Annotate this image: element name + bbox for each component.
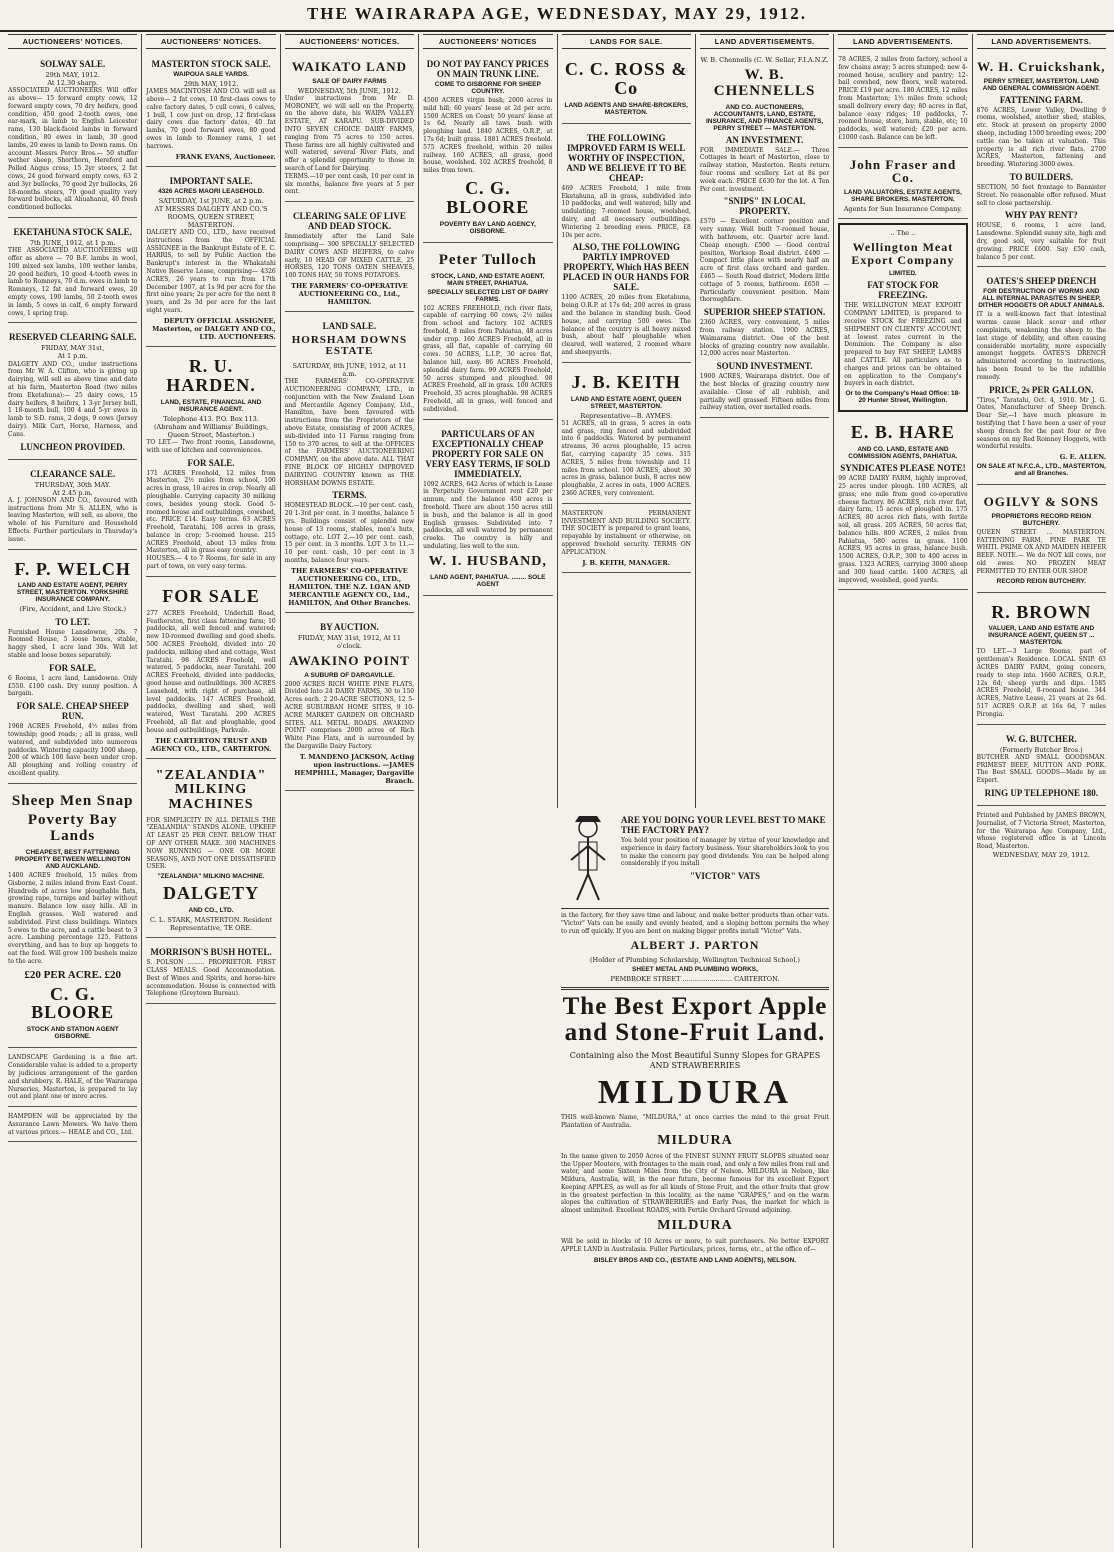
column-header: AUCTIONEERS' NOTICES — [423, 34, 552, 49]
ad-date: SATURDAY, 1st JUNE, at 2 p.m. — [158, 196, 264, 205]
farms-list-ad — [838, 53, 967, 148]
mildura-spread-ad — [557, 808, 833, 1548]
ad-agent-sub: STOCK AND STATION AGENT GISBORNE. — [26, 1026, 119, 1041]
ad-subheading: "ZEALANDIA" MILKING MACHINE. — [157, 873, 265, 881]
ad-note: LUNCHEON PROVIDED. — [20, 441, 125, 452]
gisborne-ad — [423, 53, 552, 243]
ad-title: CLEARING SALE OF LIVE AND DEAD STOCK. — [292, 211, 406, 232]
ad-sign: FRANK EVANS, Auctioneer. — [175, 152, 276, 161]
ad-body: 78 ACRES, 2 miles from factory, school a few chains away; 5 acres stumped; new 4-roomed house, scullery and pantry; 12-bail cowshed, new floors, well watered. PRICE £19 per acre. 180 ACRES, 12 miles from Masterton; 1½ miles from school; small delivery every day; 80 acres in flat, balance easy ridges; 10 paddocks, 7-roomed house, store, barn, stable, etc; 10 paddocks, well watered; £20 per acre. £1000 cash. Balance can be left. — [838, 56, 968, 141]
ad-date: SATURDAY, 8th JUNE, 1912, at 11 a.m. — [292, 362, 407, 379]
ad-body: MASTERTON PERMANENT INVESTMENT AND BUILDING SOCIETY. THE SOCIETY is prepared to grant loans, repayable by instalment or otherwise, on approved freehold security. TERMS ON APPLICATION. — [561, 509, 691, 556]
awakino-point-ad — [285, 616, 414, 791]
ad-record: RECORD REIGN BUTCHERY. — [996, 577, 1086, 585]
ad-body: DALGETY AND CO., LTD., have received instructions from the OFFICIAL ASSIGNEE in the Bankrupt Estate of E. C. HARRIS, to sell by Public Auction the Bankrupt's interest in the Whakatahi Native Reserve Lease, comprising— 4326 ACRES, 26 years to run from 17th December 1907, at 1s 9d per acre for the first nine years; 2s per acre for the next 8 years, and 2s 3d per acre for the last eight years. — [146, 229, 276, 314]
mildura-subtitle-2: MILDURA — [657, 1218, 733, 1234]
ad-subheading: LAND, ESTATE, FINANCIAL AND INSURANCE AGENT. — [160, 398, 262, 413]
hare-agent-ad — [838, 416, 967, 590]
ad-title: LAND SALE. — [322, 320, 377, 331]
ad-subheading: SALE OF DAIRY FARMS — [312, 77, 387, 85]
ad-body: HAMPDEN will be appreciated by the Assurance Lawn Mowers. We have them at various prices.— HEALE and CO., Ltd. — [8, 1113, 138, 1136]
maori-leasehold-ad — [146, 170, 275, 347]
chennells-ad — [700, 53, 829, 418]
ad-heading-2: Poverty Bay Lands — [27, 812, 118, 845]
ad-heading: W. B. CHENNELLS — [713, 67, 816, 99]
hotel-ad — [146, 941, 275, 1004]
ad-body: Furnished House Lansdowne, 20s. 7 Roomed House, 5 loose boxes, stable, haggy shed, 1 acre land 30s. Will let stable and loose boxes separately. — [8, 628, 138, 659]
ad-subheading: LAND VALUATORS, ESTATE AGENTS, SHARE BROKERS. MASTERTON. — [843, 189, 962, 204]
vats-name: "VICTOR" VATS — [689, 871, 761, 882]
brown-agent-ad — [977, 596, 1106, 725]
imprint-date: WEDNESDAY, MAY 29, 1912. — [992, 850, 1090, 859]
ad-body: THE FARMERS' CO-OPERATIVE AUCTIONEERING COMPANY, LTD., in conjunction with the New Zealand Loan and Mercantile Agency Company, Ltd., Hamilton, have been favoured with instructions from the Proprietors of the above Estate, consisting of 2000 ACRES, sub-divided into 11 Farms ranging from 150 to 370 acres, to sell at the OFFICES of the FARMERS' AUCTIONEERING COMPANY, on the above date. ALL THAT FINE BLOCK OF HIGHLY IMPROVED DAIRYING COUNTRY known as THE HORSHAM DOWNS ESTATE. — [284, 378, 415, 487]
carterton-for-sale-ad — [146, 580, 275, 759]
ad-body-3: HOUSE, 6 rooms, 1 acre land, Lansdowne. Splendid sunny site, high and dry, good soil, very suitable for fruit growing. PRICE £600. Say £50 cash, balance 5 per cent. — [976, 222, 1106, 261]
ad-subheading: AND CO. LAND, ESTATE AND COMMISSION AGENTS, PAHIATUA. — [848, 446, 958, 461]
ad-date: FRIDAY, MAY 31st, 1912, At 11 o'clock. — [297, 633, 402, 650]
building-society-ad — [562, 507, 691, 573]
ad-builders: TO BUILDERS. — [1009, 172, 1073, 183]
ad-time: At 12.30 sharp. — [47, 79, 99, 88]
harden-agent-ad — [146, 350, 275, 577]
ad-title: IMPORTANT SALE. — [169, 175, 253, 186]
ad-title: RESERVED CLEARING SALE. — [8, 332, 137, 343]
ad-body: 2000 ACRES RICH WHITE PINE FLATS, Divided Into 24 DAIRY FARMS, 30 to 150 Acres each. 2 20-ACRE SECTIONS, 12 5-ACRE SUBURBAN HOME SITES, 9 10-ACRE MARKET GARDEN OR ORCHARD SITES. ALL METAL ROADS. AWAKINO POINT comprises 2000 acres of Rich White Pine Flats, and is surrounded by the Dargaville Dairy Factory. — [284, 680, 415, 751]
ad-agent-name: C. G. BLOORE — [31, 983, 115, 1023]
ad-subheading: LAND AND ESTATE AGENT, QUEEN STREET, MASTERTON. — [570, 395, 682, 410]
masterton-stock-sale-ad — [146, 53, 275, 167]
ad-body: BUTCHER AND SMALL GOODSMAN. PRIMEST BEEF, MUTTON AND PORK. The Best SMALL GOODS—Made by an Expert. — [976, 753, 1106, 785]
ad-for-sale-2: FOR SALE. CHEAP SHEEP RUN. — [16, 701, 129, 722]
landscape-ad — [8, 1051, 137, 1107]
ad-body-2: 1100 ACRES, 20 miles from Eketahuna, being O.R.P. at 17s 6d; 200 acres in grass and the balance in standing bush. Good house, and carrying 500 ewes. The balance of the country is all heavy mixed bush, about half ploughable when cleared, well watered, 2 roomed whare and sheepyards. — [561, 294, 691, 356]
ad-title: CLEARANCE SALE. — [30, 468, 116, 479]
tulloch-ad — [423, 246, 552, 420]
ad-subheading-2: (Fire, Accident, and Live Stock.) — [19, 605, 126, 614]
ad-heading: E. B. HARE — [850, 422, 955, 443]
ad-body: TO LET.—3 Large Rooms, part of gentleman's Residence. LOCAL SNIP. 63 ACRES DAIRY FARM, going concern, ready to step into. 1660 ACRES, O.R.P., 12s 6d; sheep yards and dips. 1585 ACRES Freehold, 8-roomed house. 344 ACRES, Native Lease, 21 years at 2s 6d. 517 ACRES O.R.P. at 16s 6d, 7 miles Pirongia. — [976, 648, 1106, 718]
ad-subheading: PROPRIETORS RECORD REIGN BUTCHERY. — [991, 512, 1092, 527]
ad-heading: WAIKATO LAND — [291, 59, 408, 74]
ad-agent-sub: POVERTY BAY LAND AGENCY, GISBORNE. — [439, 220, 536, 235]
horsham-downs-ad — [285, 315, 414, 613]
ad-body: 99 ACRE DAIRY FARM, highly improved, 25 acres under plough. 100 ACRES, all grass; one mile from good co-operative cheese factory. 86 ACRES, rich river flat, dairy farm, 15 acres of ploughed in. 175 ACRES, 80 acres rich flats, with fertile soil, all grass. 205 ACRES, 50 acres flat, balance hills. 800 ACRES, 2 miles from Pahiatua, 580 acres in grass. 1100 ACRES, 95 acres in grass, balance bush. 1500 ACRES, O.R.P., 300 to 400 acres in grass. 1323 ACRES, carrying 3000 sheep and 300 head cattle. 1400 ACRES, all improved, woolshed, good yards. — [838, 475, 968, 584]
column-2 — [142, 34, 280, 1548]
ad-sale: ON SALE AT N.F.C.A., LTD., MASTERTON, and all Branches. — [976, 463, 1106, 478]
masthead-title: THE WAIRARAPA AGE, WEDNESDAY, MAY 29, 1912. — [0, 0, 1114, 32]
ad-title-4: SOUND INVESTMENT. — [716, 361, 813, 372]
meat-export-ad — [838, 223, 967, 412]
ad-to-let: TO LET.— Two front rooms, Lansdowne, with use of kitchen and conveniences. — [146, 438, 276, 454]
ad-title: W. G. BUTCHER. — [1005, 733, 1077, 744]
ad-to-let: TO LET. — [55, 616, 91, 627]
ad-body: 469 ACRES Freehold, 1 mile from Eketahuna, all in grass, subdivided into 10 paddocks, and well watered; hilly and undulating; 7-roomed house, woolshed, dairy, and all necessary outbuildings. Wintering 2 breeding ewes. PRICE, £8 10s per acre. — [561, 184, 691, 239]
ad-fattening: FATTENING FARM. — [999, 94, 1083, 105]
ad-subheading: LAND AGENTS AND SHARE-BROKERS, MASTERTON. — [564, 101, 688, 116]
ad-heading: C. C. ROSS & Co — [564, 59, 688, 98]
ad-title: THE FOLLOWING IMPROVED FARM IS WELL WORTHY OF INSPECTION, AND WE BELIEVE IT TO BE CHEAP: — [566, 132, 686, 183]
column-8 — [973, 34, 1110, 1548]
ad-body: DALGETY AND CO., under instructions from Mr W. A. Clifton, who is giving up dairying, will sell as above time and date at his farm, Masterton Road (two miles from Eketahuna):— 25 dairy cows, 15 dairy heifers, 8 heifers, 1 3-yr Jersey bull, 1 18-month bull, 100 4 and 5-yr ewes in lamb to S.D. rams, 2 dogs, 9 cows (Jersey dairy). Milk Cart, Horse, Harness, and Cans. — [8, 360, 138, 438]
imprint-text: Printed and Published by JAMES BROWN, Journalist, of 7 Victoria Street, Masterton, for the Wairarapa Age Company, Ltd., whose registered office is at Lincoln Road, Masterton. — [976, 811, 1106, 851]
ad-agent-sub: LAND AGENT, PAHIATUA. ........ SOLE AGENT — [430, 573, 546, 588]
ad-heading: R. U. HARDEN. — [166, 355, 256, 395]
ad-sign: G. E. ALLEN. — [1059, 453, 1106, 462]
ad-body: 1400 ACRES freehold, 15 miles from Gisborne, 2 miles inland from East Coast. Hundreds of acres low ploughable flats, growing rape, turnips and barley without manure. Balance low easy hills. All in English grasses. Well watered and subdivided. First class buildings. Winters 5 ewes to the acre, and a cattle beast to 3 acre. Lambing percentage 125. Fattens everything, and has to buy up hoggets to eat the feed. Will grow 100 bushels maize to the acre. — [8, 871, 138, 965]
ad-heading: F. P. WELCH — [14, 558, 131, 579]
ad-body: LANDSCAPE Gardening is a fine art. Considerable value is added to a property by judicious arrangement of the garden and shrubbery. R. HALE, of the Wairarapa Nurseries, Masterton, is prepared to lay out and plant one or more acres. — [8, 1054, 138, 1101]
ad-subheading: AND CO. AUCTIONEERS, ACCOUNTANTS, LAND, ESTATE, INSURANCE, AND FINANCE AGENTS, PERRY STREET — MASTERTON. — [705, 103, 824, 132]
ad-body-4: 1900 ACRES, Wairarapa district. One of the best blocks of grazing country now available. Close of all rubbish, and partially well grassed. Fifteen miles from railway station, over metalled roads. — [699, 373, 830, 412]
ad-body: QUEEN STREET ... MASTERTON. FATTENING FARM, PINE PARK TE WHITI. PRIME OX AND MAIDEN HEIFER BEEF. NOTE.— We do NOT kill cows, nor old ewes. NO FROZEN MEAT PERMITTED TO ENTER OUR SHOP. — [976, 528, 1106, 575]
ad-title: EKETAHUNA STOCK SALE. — [13, 227, 132, 237]
cheap-property-ad — [423, 423, 552, 596]
ad-heading: HORSHAM DOWNS ESTATE — [291, 333, 408, 358]
ad-title-2: "SNIPS" IN LOCAL PROPERTY. — [723, 196, 806, 217]
ad-body: 51 ACRES, all in grass, 5 acres in oats and grass, ring fenced and subdivided into 6 paddocks. Watered by permanent streams, 36 acres ploughable, 15 acres flat, carrying capacity 35 cows. 315 ACRES, 5 miles from township and 11 miles from school. 100 ACRES, about 30 acres in grass, balance bush, 8 acres new ploughable, 2 acres in oats, 1900 ACRES. 2360 ACRES, very convenient. — [561, 419, 691, 497]
ad-terms: TERMS.—10 per cent cash, 10 per cent in six months, balance five years at 5 per cent. — [284, 172, 415, 196]
ad-houses: HOUSES.— 4 to 7 Rooms, for sale in any part of town, on very easy terms. — [146, 555, 276, 571]
ad-company-sub: AND CO., LTD. — [188, 907, 234, 915]
ad-date: THURSDAY, 30th MAY. — [34, 480, 111, 489]
ad-body: FOR IMMEDIATE SALE.— Three Cottages in heart of Masterton, close to railway station, Masterton. Rents return four rooms and scullery. Let at 8s per week each. PRICE £630 for the lot. A Ten Per cent. investment. — [699, 146, 830, 193]
ross-agent-ad — [562, 53, 691, 124]
maker-address: PEMBROKE STREET ........................ CARTERTON. — [610, 975, 780, 984]
ad-subheading: WAIPOUA SALE YARDS. — [173, 71, 249, 78]
column-header: LAND ADVERTISEMENTS. — [838, 34, 967, 49]
ad-why: WHY PAY RENT? — [1004, 210, 1078, 221]
zealandia-ad — [146, 762, 275, 939]
ad-place: (Abraham and Williams' Buildings, Queen Street, Masterton.) — [153, 422, 269, 439]
ad-fat-stock: FAT STOCK FOR FREEZING. — [867, 280, 939, 301]
sheep-drench-ad — [977, 270, 1106, 485]
ad-title: SOLWAY SALE. — [40, 59, 106, 69]
ad-subheading: (Formerly Butcher Bros.) — [999, 745, 1083, 754]
column-4 — [419, 34, 557, 1548]
fraser-agent-ad — [838, 151, 967, 219]
mildura-body: In the name given to 2050 Acres of the FINEST SUNNY FRUIT SLOPES situated near the Upper Moutere, with frontages to the main road, and only a few miles from rail and water, and some Sixteen Miles from the City of Nelson. MILDURA in Nelson, like Mildura, Australia, will, in the near future, become famous for its excellent Export Keeping APPLES, as well as for all kinds of Stone Fruit, and the other fruits that grow in the greatest perfection in this locality, as the name "GRAPES," and on the warm slopes the cultivation of STRAWBERRIES and Early Peas, the market for which is almost unlimited. Excellent ROADS, with Fertile Orchard Ground adjoining. — [561, 1152, 829, 1215]
mildura-intro: THIS well-known Name, "MILDURA," at once carries the mind to the great Fruit Plantation of Australia. — [561, 1114, 829, 1130]
ad-sign: THE FARMERS' CO-OPERATIVE AUCTIONEERING CO., Ltd., HAMILTON. — [291, 281, 408, 306]
ad-time: At 2.45 p.m. — [52, 488, 93, 497]
ad-title-2: ALSO, THE FOLLOWING PARTLY IMPROVED PROPERTY, Which HAS BEEN PLACED IN OUR HANDS FOR SALE. — [562, 242, 690, 293]
ad-subheading: FOR DESTRUCTION OF WORMS AND ALL INTERNAL PARASITES IN SHEEP, DITHER HOGGETS OR ADULT ANIMALS. — [978, 288, 1105, 310]
imprint — [977, 809, 1106, 864]
solway-sale-ad — [8, 53, 137, 218]
ad-title-3: SUPERIOR SHEEP STATION. — [703, 307, 826, 318]
ad-date: WEDNESDAY, 5th JUNE, 1912. — [297, 86, 401, 95]
ad-heading: AWAKINO POINT — [288, 653, 410, 669]
live-stock-sale-ad — [285, 205, 414, 312]
ad-representative: Representative—B. AYMES. — [580, 411, 673, 420]
ad-sign: J. B. KEITH, MANAGER. — [582, 558, 671, 567]
ad-terms-title: TERMS. — [332, 490, 367, 501]
ad-heading: John Fraser and Co. — [849, 156, 957, 186]
vats-question-body: You hold your position of manager by virtue of your knowledge and experience in dairy factory business. Your shareholders look to you to make the concern pay good dividends. You can be helped along considerably if you install — [621, 837, 829, 868]
ad-subheading: LAND AND ESTATE AGENT, PERRY STREET, MASTERTON. YORKSHIRE INSURANCE COMPANY. — [16, 582, 129, 604]
maker-name: ALBERT J. PARTON — [630, 938, 760, 953]
ad-body: Agents for Sun Insurance Company. — [843, 205, 963, 214]
ad-office: Or to the Company's Head Office: 18-20 Hunter Street, Wellington. — [845, 390, 961, 405]
ad-for-sale: FOR SALE. — [187, 457, 235, 468]
ad-body: Immediately after the Land Sale comprising— 300 SPECIALLY SELECTED DAIRY COWS AND HEIFERS, to calve early, 10 HEAD OF MIXED CATTLE, 25 HORSES, 120 TONS OATEN SHEAVES, 100 TONS HAY, 50 TONS POTATOES. — [284, 233, 415, 280]
eketahuna-sale-ad — [8, 221, 137, 323]
ad-heading: W. H. Cruickshank, — [977, 59, 1106, 74]
ad-body: THE WELLINGTON MEAT EXPORT COMPANY LIMITED, is prepared to receive STOCK for FREEZING and SHIPMENT ON CLIENTS' ACCOUNT, at lowest rates current in the Dominion. The Company is also prepared to buy FAT SHEEP, LAMBS and CATTLE. All particulars as to charges and prices can be obtained on application to the Company's buyers in each district. — [844, 302, 962, 388]
ad-heading: Peter Tulloch — [438, 251, 537, 268]
mildura-agent: BISLEY BROS AND CO., (ESTATE AND LAND AGENTS), NELSON. — [593, 1257, 797, 1265]
ad-body: 102 ACRES FREEHOLD, rich river flats, capable of carrying 60 cows, 2½ miles from school and factory. 102 ACRES freehold, 8 miles from Pahiatua, 48 acres under crop. 160 ACRES Freehold, all in grass, all flat, capable of carrying 60 cows. 50 ACRES, L.I.P., 30 acres flat, balance hill, easy. 86 ACRES Freehold, splendid dairy farm. 99 ACRES Freehold, 50 acres stumped and ploughed. 98 ACRES Freehold, all in grass. 100 ACRES Freehold, 35 acres ploughable. 98 ACRES Freehold, all in grass, well fenced and subdivided. — [423, 304, 553, 413]
ad-company-body: C. L. STARK, MASTERTON. Resident Representative, TE ORE. — [150, 916, 273, 933]
welch-agent-ad — [8, 553, 137, 784]
mildura-footer: Will be sold in blocks of 10 Acres or more, to suit purchasers. No better EXPORT APPLE LAND in Australasia. Fuller Particulars, prices, terms, etc., at the office of— — [561, 1237, 829, 1253]
ad-body: 4500 ACRES virgin bush; 2000 acres in mild hill; 60 years' lease at 2d per acre. 1500 ACRES on Coast; 50 years' lease at 1s 6d. Nearly all taws bush with ploughing land. 1840 ACRES, O.R.P., at 17s 6d; built grass. 1881 ACRES freehold. 575 ACRES freehold, within 20 miles railway. 160 ACRES, all grass, good house, woolshed. 102 ACRES freehold, 8 miles from town. — [423, 97, 553, 175]
ad-subheading: 4326 ACRES MAORI LEASEHOLD. — [158, 187, 265, 195]
ad-subheading: STOCK, LAND, AND ESTATE AGENT, MAIN STREET, PAHIATUA. — [430, 272, 545, 287]
keith-agent-ad — [562, 366, 691, 504]
column-1 — [4, 34, 142, 1548]
ad-body-2: £570 — Excellent corner position and very sunny. Well built 7-roomed house, with bathroom, etc. Quarter acre land. Cheap enough. £500 — Good central position, Worksop Road district. £400 — Compact little place with nearly half an acre of first class orchard and garden. £465 — South Road district, Modern little cottage of 5 rooms, bathroom. £650 — Particularly convenient position. Main thoroughfare. — [699, 218, 830, 304]
ad-telephone: Telephone 413. P.O. Box 113. — [163, 414, 259, 423]
column-header: LAND ADVERTISEMENTS. — [977, 34, 1106, 49]
ad-title: OATES'S SHEEP DRENCH — [986, 276, 1097, 287]
ad-title: MASTERTON STOCK SALE. — [151, 59, 271, 69]
ad-body: S. POLSON ......... PROPRIETOR. FIRST CLASS MEALS. Good Accommodation. Best of Wines and Spirits, and horse-hire accommodation. House is connected with Telephone (Greytown Bureau). — [146, 959, 276, 998]
ad-subheading: CHEAPEST, BEST FATTENING PROPERTY BETWEEN WELLINGTON AND AUCKLAND. — [15, 848, 131, 870]
ad-place: AT MESSRS DALGETY AND CO.'S ROOMS, QUEEN STREET, MASTERTON. — [154, 204, 268, 229]
butcher-ad — [977, 728, 1106, 806]
mildura-subtitle: MILDURA — [657, 1133, 733, 1149]
ad-for-sale: FOR SALE. — [49, 662, 97, 673]
ad-body: THE ASSOCIATED AUCTIONEERS will offer as above — 70 B.F. lambs in wool, 100 mixed sex lambs, 100 wether lambs, 20 good heifers, 10 good 4-tooth ewes in lamb to Romneys, 70 d.m. ewes in lamb to Romneys, 12 fat and forward ewes, 20 empty cows, 190 lambs, 50 2-tooth ewes in lamb, 5 cows in calf, 6 empty forward cows, 1 spring trap. — [8, 247, 138, 317]
ad-investment-title: AN INVESTMENT. — [725, 134, 804, 145]
vats-question: ARE YOU DOING YOUR LEVEL BEST TO MAKE THE FACTORY PAY? — [621, 815, 826, 835]
ad-top-line: W. B. Chennells (C. W. Sellar, F.I.A.N.Z. — [700, 56, 829, 64]
ad-body-3: 2360 ACRES, very convenient, 5 miles from railway station. 1900 ACRES, Waimarama district. One of the best blocks of grazing country now available. 12,000 acres near Masterton. — [699, 319, 830, 358]
ad-company-name: DALGETY — [163, 883, 260, 904]
column-header: AUCTIONEERS' NOTICES. — [8, 34, 137, 49]
mildura-headline: The Best Export Apple and Stone-Fruit Land. — [562, 993, 828, 1047]
ad-heading: "ZEALANDIA" MILKING MACHINES — [155, 767, 267, 812]
ad-body: 876 ACRES, Lower Valley, Dwelling 9 rooms, woolshed, another shed, stables, etc. Stock at present on property 2000 sheep, including 1500 breeding ewes; 200 cattle can be taken at valuation. This property is all rich river flats. 2700 ACRES, Masterton, fattening and breeding. Wintering 3000 ewes. — [976, 106, 1106, 169]
ad-body: JAMES MACINTOSH AND CO. will sell as above— 2 fat cows, 10 first-class cows to calve factory dates, 5 cull cows, 6 calves, 1 bull, 1 cow just on drop, 12 first-class dairy cows due factory dates, 40 fat lambs, 70 good forward ewes, 80 good ewes in lamb to Romney rams, 1 set harrows. — [146, 88, 276, 150]
ad-body-2: 6 Rooms, 1 acre land, Lansdowne. Only £550. £100 cash. Dry sunny position. A bargain. — [8, 674, 138, 698]
ad-agent-name: W. I. HUSBAND, — [428, 553, 547, 569]
ad-price: £20 PER ACRE. £20 — [24, 968, 121, 981]
ad-sign: T. MANDENO JACKSON, Acting upon instructions. —JAMES HEMPHILL, Manager, Dargaville Branch. — [294, 752, 415, 785]
improved-farm-ad — [562, 127, 691, 363]
farmer-illustration-icon — [561, 812, 615, 904]
ad-body-2: HOMESTEAD BLOCK.—10 per cent. cash, 20 1-3rd per cent. in 3 months, balance 5 yrs. Buildings consist of splendid new house of 13 rooms, stables, men's huts, cottage, etc. LOT 2.—10 per cent. cash, 15 per cent. in 3 months. LOT 3 to 11.—10 per cent. cash, 10 per cent in 3 months, balance four years. — [284, 502, 415, 564]
ad-date: 29th MAY, 1912. — [45, 71, 100, 79]
vats-body: in the factory, for they save time and labour, and make better products than other vats. "Victor" Vats can be easily and evenly heated, and a sloping bottom permits the whey to run off quickly. If you are bent on making bigger profits install "Victor" Vats. — [561, 912, 829, 935]
maker-works: SHEET METAL AND PLUMBING WORKS, — [632, 966, 758, 974]
ad-top-line: .. The .. — [890, 229, 916, 238]
ad-subheading: A SUBURB OF DARGAVILLE. — [304, 671, 395, 679]
maker-sub: (Holder of Plumbing Scholarship, Wellington Technical School.) — [590, 955, 800, 964]
ad-date: FRIDAY, MAY 31st, — [41, 344, 105, 353]
ad-limited: LIMITED. — [889, 270, 917, 278]
ad-title: DO NOT PAY FANCY PRICES ON MAIN TRUNK LINE. — [426, 59, 549, 79]
ad-sign: THE CARTERTON TRUST AND AGENCY CO., LTD., CARTERTON. — [150, 736, 272, 753]
ad-title: BY AUCTION. — [320, 621, 379, 632]
ad-heading: R. BROWN — [991, 601, 1092, 622]
ad-heading: OGILVY & SONS — [983, 494, 1099, 510]
poverty-bay-ad — [8, 787, 137, 1049]
ad-heading: Wellington Meat Export Company — [851, 240, 955, 267]
ad-heading: Sheep Men Snap — [11, 792, 134, 809]
ad-body-2: "Tiros," Taratahi, Oct. 4, 1910. Mr J. G. Oates, Manufacturer of Sheep Drench. Dear Sir,—I have much pleasure in testifying that I have been a user of your sheep drench for the past four or five seasons on my Red Romney Hoggets, with wonderful results. — [976, 396, 1106, 451]
ad-body: A. J. JOHNSON AND CO., favoured with instructions from Mr S. ALLEN, who is leaving Masterton, will sell, as above, the whole of his Furniture and Household Effects. Further particulars in Thursday's issue. — [8, 496, 138, 543]
ad-body: ASSOCIATED AUCTIONEERS Will offer as above— 15 forward empty cows, 12 forward empty cows, 70 dry heifers, good condition, 450 good 2-tooth ewes, one ear-mark, in lamb to English Leicester rams, 130 black-faced lambs in forward condition, 80 ewes in lamb, 30 good lambs, 20 ewes in lamb to Down rams. On account Messrs Percy Bros.— 50 stuffer wether sheep, Shorthorn, Hereford and Polled Angus cross, 15 2yr steers, 2 fat cows, 24 good forward empty cows, 63 2 and 3yr bullocks, 70 good 2yr bullocks, 26 18-months steers, 70 good quality very forward bullocks, all Ahuahanui, 40 fresh conditioned bullocks. — [8, 87, 138, 212]
column-header: LANDS FOR SALE. — [562, 34, 691, 49]
clearance-sale-ad — [8, 463, 137, 550]
ad-subheading-2: SPECIALLY SELECTED LIST OF DAIRY FARMS. — [427, 288, 549, 303]
ad-subheading: PERRY STREET, MASTERTON. LAND AND GENERAL COMMISSION AGENT. — [982, 77, 1100, 92]
mildura-grapes: Containing also the Most Beautiful Sunny Slopes for GRAPES AND STRAWBERRIES — [569, 1050, 821, 1070]
column-header: LAND ADVERTISEMENTS. — [700, 34, 829, 49]
ad-body: FOR SIMPLICITY IN ALL DETAILS THE "ZEALANDIA" STANDS ALONE. UPKEEP AT LEAST 25 PER CENT. BELOW THAT OF ANY OTHER MAKE. 300 MACHINES NOW RUNNING — ONE OR MORE SEASONS, AND NOT ONE DISSATISFIED USER. — [146, 816, 276, 871]
ad-time: At 1 p.m. — [57, 352, 88, 361]
ad-ring: RING UP TELEPHONE 180. — [984, 787, 1098, 798]
ad-date: 7th JUNE, 1912, at 1 p.m. — [29, 239, 116, 247]
ad-title: PARTICULARS OF AN EXCEPTIONALLY CHEAP PROPERTY FOR SALE ON VERY EASY TERMS, IF SOLD IMMEDIATELY. — [425, 428, 551, 479]
ad-subheading: COME TO GISBORNE FOR SHEEP COUNTRY. — [434, 81, 541, 95]
ad-date: 29th MAY, 1912. — [183, 80, 239, 88]
ad-title: MORRISON'S BUSH HOTEL. — [150, 947, 272, 958]
ad-body-3: 1968 ACRES Freehold, 4½ miles from township; good roads; ; all in grass, well watered, and subdivided into numerous paddocks. Wintering capacity 1000 sheep, 200 of which 100 have been under crop. All ploughing and rolling country of excellent quality. — [8, 723, 138, 777]
reserved-clearing-sale-ad — [8, 326, 137, 459]
ad-sign: DEPUTY OFFICIAL ASSIGNEE, Masterton, or DALGETY AND CO., LTD. AUCTIONEERS. — [152, 316, 276, 341]
waikato-land-ad — [285, 53, 414, 202]
ad-body: Under instructions from Mr D. MORONEY, we will sell on the Property, on the above date, his WAIPA VALLEY ESTATE, AT KARAPU. SUB-DIVIDED INTO SEVEN CHOICE DAIRY FARMS, ranging from 75 acres to 150 acres. These farms are all highly cultivated and well watered, several River Flats, and offer a splendid opportunity to those in search of Land for Dairying. — [284, 94, 415, 172]
ad-sign: THE FARMERS' CO-OPERATIVE AUCTIONEERING CO., LTD., HAMILTON. THE N.Z. LOAN AND MERCANTILE AGENCY CO., Ltd., HAMILTON, And Other Branches. — [288, 566, 411, 607]
ad-price: PRICE, 2s PER GALLON. — [989, 384, 1094, 395]
ad-body: 277 ACRES Freehold, Underhill Road, Featherston, first class fattening farm; 10 paddocks, all well fenced and watered; new 10-roomed dwelling and good sheds. 500 ACRES Freehold, divided into 20 paddocks, milking shed and cottage, West Taratahi. 98 ACRES Freehold, well watered, 5 paddocks, near Taratahi. 200 ACRES Freehold, divided into paddocks, good house and outbuildings. 300 ACRES Leasehold, with right of purchase, all level paddocks. 147 ACRES Freehold, paddocks, dwelling and shed, well watered, West Taratahi. 200 ACRES Freehold, all flat and ploughable, good house and outbuildings, Parkvale. — [146, 609, 276, 734]
column-header: AUCTIONEERS' NOTICES. — [285, 34, 414, 49]
column-3 — [281, 34, 419, 1548]
ad-body: IT is a well-known fact that intestinal worms cause black scour and other complaints, weakening the sheep to the last stage of debility, and often causing considerable mortality, more especially amongst hoggets. OATES'S DRENCH administered according to instructions, has been found to be the infallible remedy. — [976, 311, 1106, 381]
ad-body: 1092 ACRES, 642 Acres of which is Lease in Perpetuity Government rent £20 per annum, and the balance 450 acres is freehold. There are about 150 acres still in bush, and the balance is all in good English grasses. Subdivided into 7 paddocks, all well watered by permanent creeks. The country is hilly and undulating, lies well to the sun. — [423, 480, 553, 551]
cruickshank-ad — [977, 53, 1106, 267]
ad-subheading: VALUER, LAND AND ESTATE AND INSURANCE AGENT, QUEEN ST ... MASTERTON. — [988, 625, 1095, 647]
ad-heading: FOR SALE — [162, 585, 260, 606]
ad-heading: J. B. KEITH — [571, 371, 681, 392]
column-header: AUCTIONEERS' NOTICES. — [146, 34, 275, 49]
ad-syndicates: SYNDICATES PLEASE NOTE! — [840, 463, 966, 474]
ad-body-2: SECTION, 50 feet frontage to Bannister Street. No reasonable offer refused. Must sell to close partnership. — [976, 184, 1106, 207]
mildura-title: MILDURA — [597, 1073, 793, 1111]
ad-agent-name: C. G. BLOORE — [446, 177, 530, 217]
mower-ad — [8, 1110, 137, 1142]
ogilvy-ad — [977, 488, 1106, 592]
column-7 — [834, 34, 972, 1548]
ad-body: 171 ACRES Freehold, 12 miles from Masterton, 2½ miles from school, 100 acres in grass, 10 acres in crop. Nearly all ploughable. Carrying capacity 30 milking cows, besides young stock. Good 5-roomed house and outbuildings, cowshed, etc. PRICE £14. Easy terms. 63 ACRES Freehold, Taratahi, 108 acres in grass, balance in crop; 5-roomed house. 215 ACRES Freehold, about 13 miles from Masterton, all in grass easy country. — [146, 469, 276, 555]
